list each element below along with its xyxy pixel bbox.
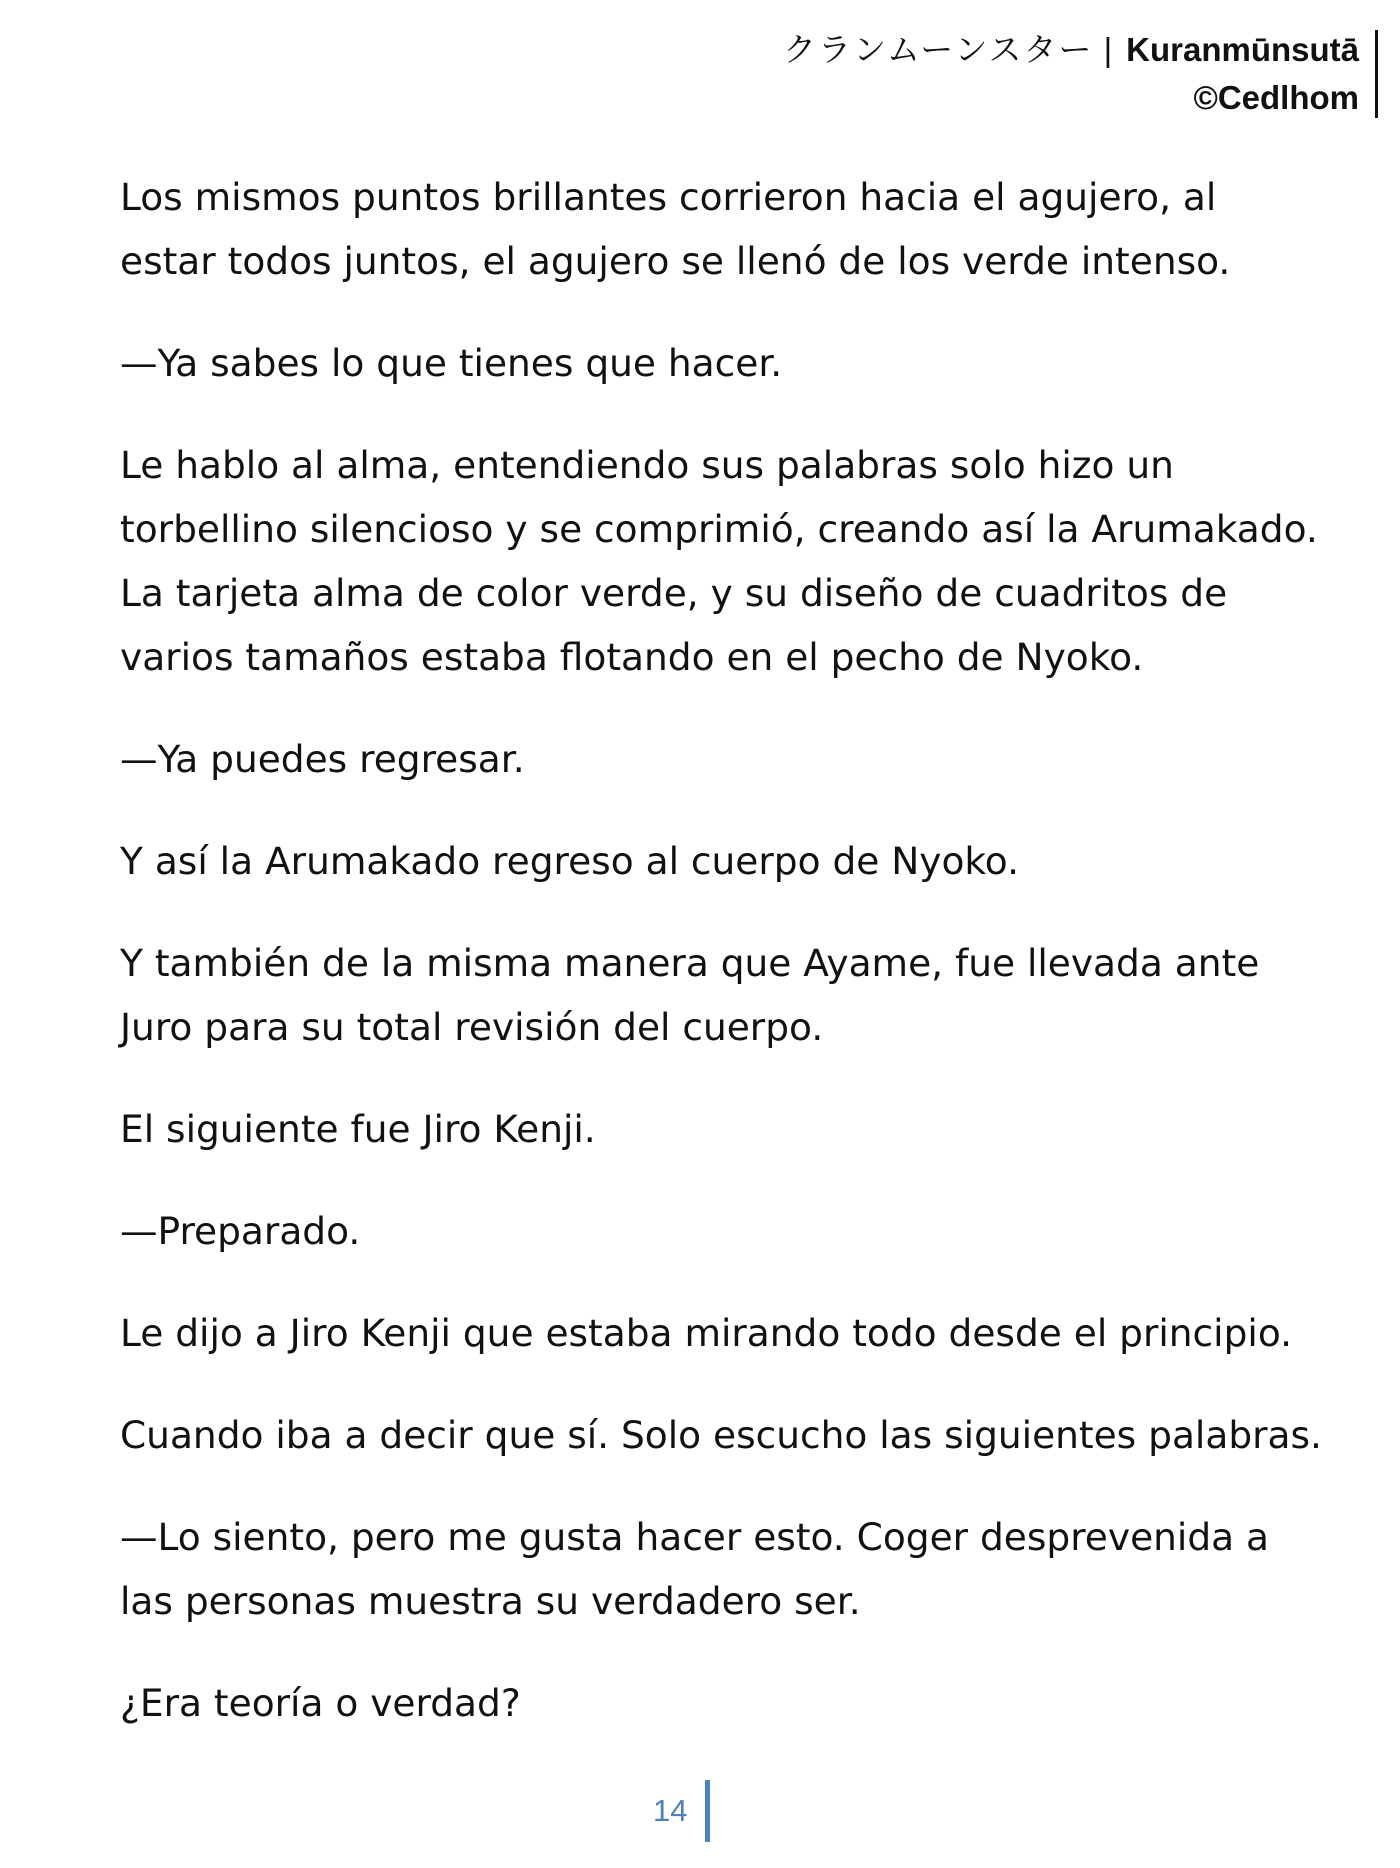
text-line: —Lo siento, pero me gusta hacer esto. Coger desprevenida a (120, 1515, 1270, 1559)
header-title-japanese: クランムーンスター (783, 31, 1094, 68)
page-header (783, 26, 1378, 122)
page-number: 14 (653, 1793, 688, 1828)
paragraph (120, 331, 1320, 395)
text-line: ¿Era teoría o verdad? (120, 1681, 521, 1725)
text-line: La tarjeta alma de color verde, y su diseño de cuadritos de (120, 571, 1228, 615)
page-number-rule (705, 1780, 710, 1842)
text-line: Los mismos puntos brillantes corrieron hacia el agujero, al (120, 175, 1217, 219)
header-text (783, 26, 1375, 122)
paragraph (120, 1671, 1320, 1735)
paragraph (120, 165, 1320, 293)
text-line: las personas muestra su verdadero ser. (120, 1579, 861, 1623)
text-line: El siguiente fue Jiro Kenji. (120, 1107, 596, 1151)
header-separator: | (1103, 31, 1113, 68)
page-footer (653, 1780, 710, 1842)
paragraph (120, 433, 1320, 689)
text-line: Le dijo a Jiro Kenji que estaba mirando todo desde el principio. (120, 1311, 1293, 1355)
header-title-line (783, 26, 1359, 74)
paragraph (120, 1403, 1320, 1467)
header-copyright: ©Cedlhom (1193, 79, 1359, 116)
text-line: —Preparado. (120, 1209, 361, 1253)
text-line: Juro para su total revisión del cuerpo. (120, 1005, 824, 1049)
header-title-romaji: Kuranmūnsutā (1126, 31, 1359, 68)
paragraph (120, 1301, 1320, 1365)
text-line: Cuando iba a decir que sí. Solo escucho las siguientes palabras. (120, 1413, 1322, 1457)
header-vertical-rule (1375, 30, 1378, 118)
text-line: —Ya puedes regresar. (120, 737, 525, 781)
paragraph (120, 829, 1320, 893)
text-line: torbellino silencioso y se comprimió, creando así la Arumakado. (120, 507, 1318, 551)
text-line: estar todos juntos, el agujero se llenó de los verde intenso. (120, 239, 1231, 283)
text-line: —Ya sabes lo que tienes que hacer. (120, 341, 783, 385)
text-line: Le hablo al alma, entendiendo sus palabras solo hizo un (120, 443, 1174, 487)
text-line: varios tamaños estaba flotando en el pecho de Nyoko. (120, 635, 1144, 679)
text-line: Y así la Arumakado regreso al cuerpo de Nyoko. (120, 839, 1020, 883)
text-line: Y también de la misma manera que Ayame, fue llevada ante (120, 941, 1260, 985)
paragraph (120, 931, 1320, 1059)
page-body (120, 165, 1320, 1773)
paragraph (120, 1505, 1320, 1633)
paragraph (120, 727, 1320, 791)
paragraph (120, 1199, 1320, 1263)
paragraph (120, 1097, 1320, 1161)
